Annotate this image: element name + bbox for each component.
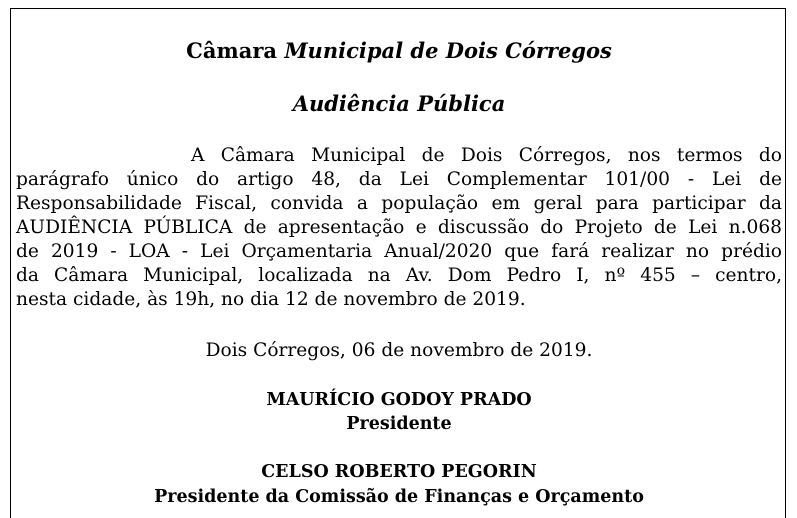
page-subtitle <box>16 91 782 117</box>
signatory-role: Presidente da Comissão de Finanças e Orçamento <box>154 487 644 507</box>
paragraph-line: de 2019 - LOA - Lei Orçamentaria Anual/2020 que fará realizar no prédio <box>16 241 782 262</box>
date-line: Dois Córregos, 06 de novembro de 2019. <box>205 340 593 361</box>
notice-paragraph <box>16 144 782 312</box>
title-prefix: Câmara <box>186 38 277 63</box>
page-title <box>16 38 782 64</box>
signatory-name: MAURÍCIO GODOY PRADO <box>266 390 532 410</box>
paragraph-line: A Câmara Municipal de Dois Córregos, nos termos do <box>191 145 782 166</box>
paragraph-line: da Câmara Municipal, localizada na Av. Dom Pedro I, nº 455 – centro, <box>16 265 782 286</box>
paragraph-line: nesta cidade, às 19h, no dia 12 de novembro de 2019. <box>16 289 526 310</box>
signatory-name: CELSO ROBERTO PEGORIN <box>261 462 537 482</box>
title-italic: Municipal de Dois Córregos <box>284 38 612 63</box>
paragraph-line: parágrafo único do artigo 48, da Lei Complementar 101/00 - Lei de <box>16 169 782 190</box>
subtitle-text: Audiência Pública <box>292 91 506 116</box>
paragraph-line: AUDIÊNCIA PÚBLICA de apresentação e discussão do Projeto de Lei n.068 <box>16 217 782 238</box>
signatory-role: Presidente <box>346 414 452 434</box>
paragraph-line: Responsabilidade Fiscal, convida a população em geral para participar da <box>16 193 782 214</box>
